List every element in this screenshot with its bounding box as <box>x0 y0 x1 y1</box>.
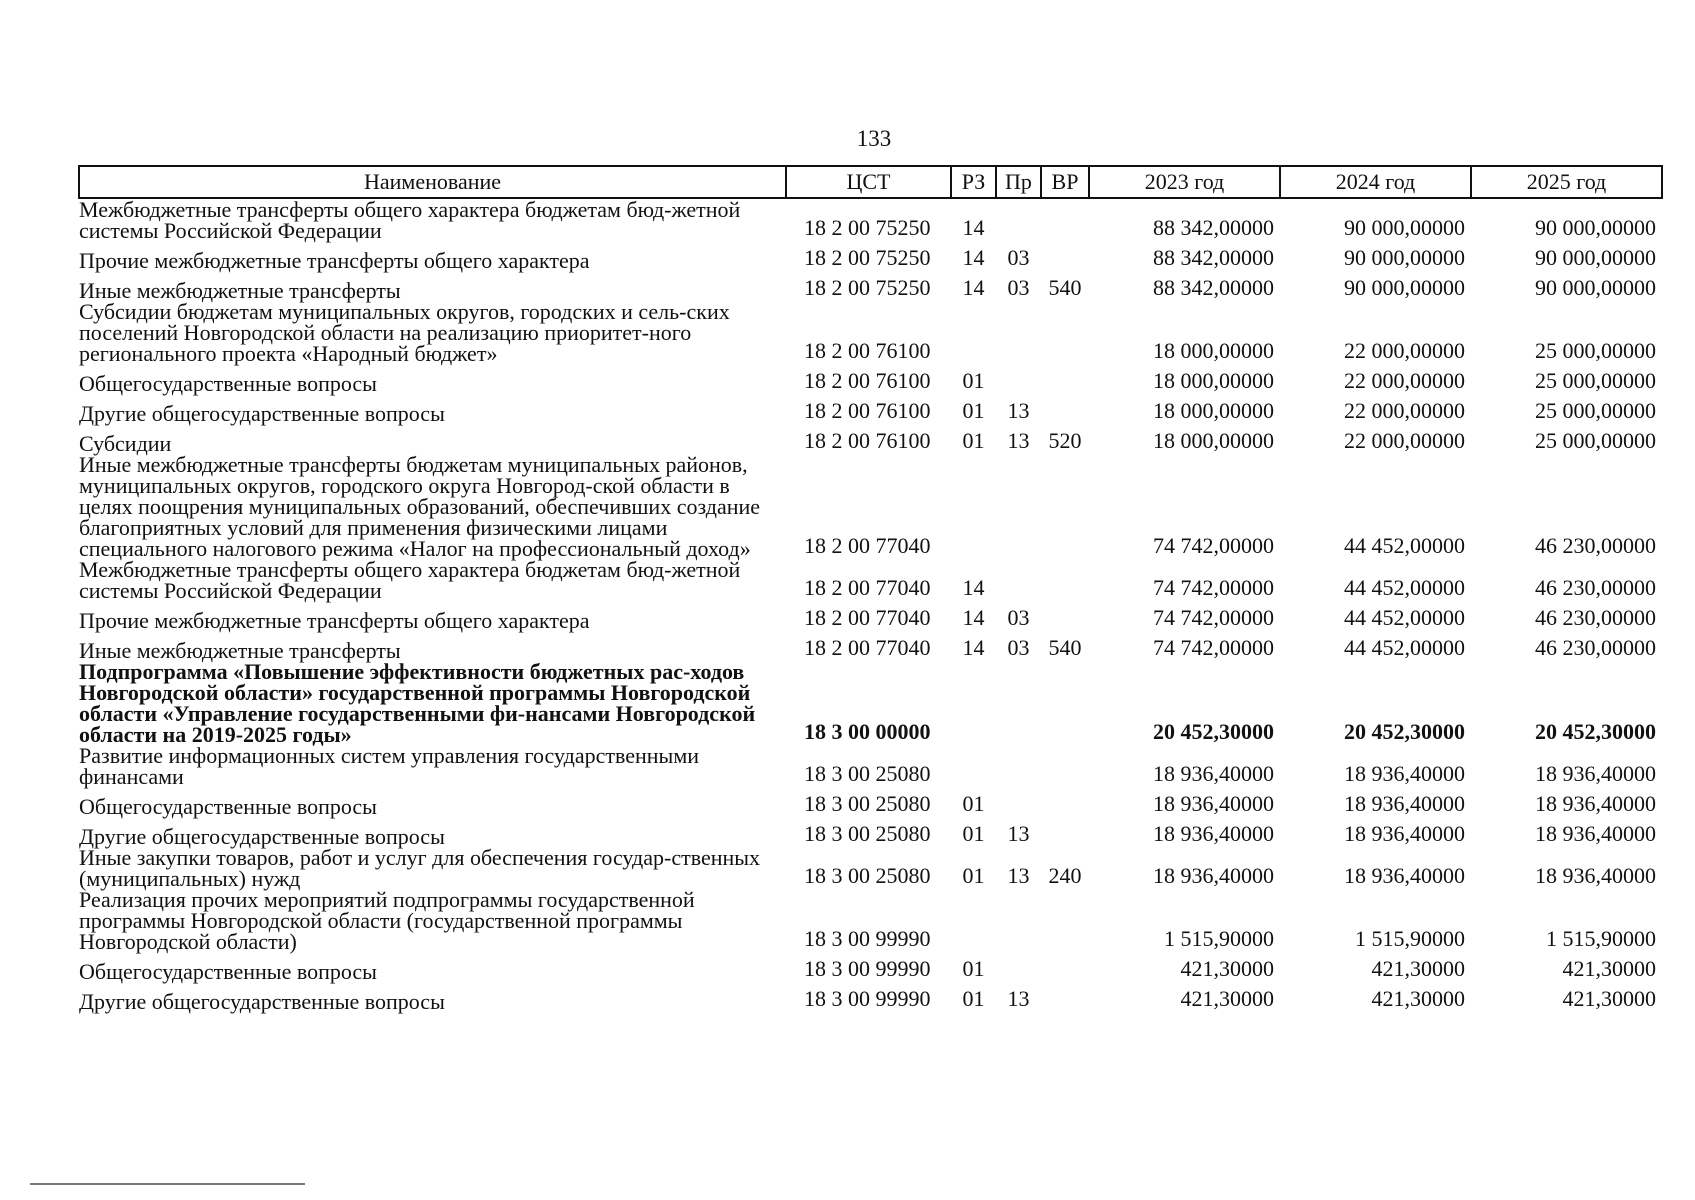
row-value-2024: 1 515,90000 <box>1355 926 1465 951</box>
row-value-2025: 421,30000 <box>1562 986 1656 1011</box>
row-vr <box>1041 301 1089 364</box>
row-rz: 14 <box>962 215 985 240</box>
row-rz: 01 <box>962 986 985 1011</box>
table-row <box>79 661 1662 745</box>
table-row <box>79 817 1662 847</box>
row-value-2025: 25 000,00000 <box>1535 428 1656 453</box>
row-rz: 01 <box>962 368 985 393</box>
budget-table <box>78 165 1663 1012</box>
row-value-2024: 44 452,00000 <box>1344 575 1465 600</box>
row-value-2025: 25 000,00000 <box>1535 338 1656 363</box>
row-value-2023: 18 936,40000 <box>1153 863 1274 888</box>
row-value-2024: 22 000,00000 <box>1344 338 1465 363</box>
table-header <box>79 166 1662 198</box>
row-vr <box>1041 745 1089 787</box>
header-vr: ВР <box>1041 166 1089 198</box>
row-cst: 18 2 00 77040 <box>804 533 931 558</box>
table-row <box>79 424 1662 454</box>
row-vr <box>1041 787 1089 817</box>
row-value-2023: 74 742,00000 <box>1153 575 1274 600</box>
row-pr: 13 <box>1007 398 1030 423</box>
row-value-2023: 18 000,00000 <box>1153 368 1274 393</box>
row-value-2023: 18 936,40000 <box>1153 821 1274 846</box>
row-value-2025: 90 000,00000 <box>1535 215 1656 240</box>
page-number: 133 <box>856 126 892 151</box>
row-value-2023: 18 000,00000 <box>1153 338 1274 363</box>
row-vr <box>1041 952 1089 982</box>
row-value-2023: 18 936,40000 <box>1153 791 1274 816</box>
row-name: Иные межбюджетные трансферты <box>79 638 401 663</box>
table-body <box>79 198 1662 1012</box>
row-value-2024: 421,30000 <box>1371 956 1465 981</box>
row-value-2023: 88 342,00000 <box>1153 215 1274 240</box>
row-rz <box>951 301 996 364</box>
row-cst: 18 3 00 99990 <box>804 956 931 981</box>
header-rz: РЗ <box>951 166 996 198</box>
row-cst: 18 2 00 77040 <box>804 575 931 600</box>
row-pr: 03 <box>1007 635 1030 660</box>
row-vr <box>1041 394 1089 424</box>
row-name: Развитие информационных систем управления государственными финансами <box>79 743 700 789</box>
row-cst: 18 2 00 76100 <box>804 368 931 393</box>
row-rz: 01 <box>962 428 985 453</box>
header-pr: Пр <box>996 166 1041 198</box>
row-value-2023: 421,30000 <box>1180 986 1274 1011</box>
row-pr: 13 <box>1007 986 1030 1011</box>
row-vr <box>1041 198 1089 241</box>
row-rz: 14 <box>962 635 985 660</box>
header-2024: 2024 год <box>1280 166 1471 198</box>
row-value-2023: 18 000,00000 <box>1153 398 1274 423</box>
row-value-2025: 25 000,00000 <box>1535 368 1656 393</box>
row-rz: 14 <box>962 275 985 300</box>
row-rz: 01 <box>962 956 985 981</box>
row-cst: 18 2 00 77040 <box>804 635 931 660</box>
row-rz: 01 <box>962 821 985 846</box>
row-value-2023: 18 000,00000 <box>1153 428 1274 453</box>
row-pr <box>996 301 1041 364</box>
row-pr <box>996 889 1041 952</box>
table-row <box>79 889 1662 952</box>
row-value-2023: 74 742,00000 <box>1153 533 1274 558</box>
row-vr <box>1041 241 1089 271</box>
table-row <box>79 394 1662 424</box>
header-2023: 2023 год <box>1089 166 1280 198</box>
row-vr <box>1041 454 1089 559</box>
row-vr: 520 <box>1048 428 1082 453</box>
row-pr: 03 <box>1007 605 1030 630</box>
row-name: Прочие межбюджетные трансферты общего характера <box>79 608 590 633</box>
table-row <box>79 601 1662 631</box>
row-pr <box>996 454 1041 559</box>
row-value-2025: 90 000,00000 <box>1535 245 1656 270</box>
header-cst: ЦСТ <box>786 166 951 198</box>
table-row <box>79 301 1662 364</box>
row-name: Прочие межбюджетные трансферты общего характера <box>79 248 590 273</box>
row-cst: 18 2 00 77040 <box>804 605 931 630</box>
row-pr: 13 <box>1007 821 1030 846</box>
row-rz <box>951 889 996 952</box>
table-row <box>79 241 1662 271</box>
row-cst: 18 3 00 99990 <box>804 926 931 951</box>
table-row <box>79 952 1662 982</box>
row-pr <box>996 364 1041 394</box>
row-value-2025: 18 936,40000 <box>1535 791 1656 816</box>
table-row <box>79 198 1662 241</box>
row-vr <box>1041 661 1089 745</box>
row-value-2025: 46 230,00000 <box>1535 605 1656 630</box>
row-value-2023: 421,30000 <box>1180 956 1274 981</box>
row-value-2024: 22 000,00000 <box>1344 398 1465 423</box>
row-rz: 14 <box>962 575 985 600</box>
row-name: Другие общегосударственные вопросы <box>79 401 445 426</box>
row-pr <box>996 559 1041 601</box>
row-value-2024: 20 452,30000 <box>1344 719 1465 744</box>
row-value-2025: 1 515,90000 <box>1546 926 1656 951</box>
table-row <box>79 745 1662 787</box>
row-cst: 18 2 00 75250 <box>804 245 931 270</box>
row-name: Субсидии <box>79 431 172 456</box>
row-value-2025: 20 452,30000 <box>1535 719 1656 744</box>
row-value-2024: 44 452,00000 <box>1344 533 1465 558</box>
row-vr <box>1041 601 1089 631</box>
row-cst: 18 3 00 25080 <box>804 791 931 816</box>
row-value-2025: 25 000,00000 <box>1535 398 1656 423</box>
row-pr <box>996 661 1041 745</box>
row-value-2024: 22 000,00000 <box>1344 428 1465 453</box>
row-cst: 18 3 00 00000 <box>804 719 931 744</box>
row-cst: 18 3 00 99990 <box>804 986 931 1011</box>
row-value-2023: 74 742,00000 <box>1153 605 1274 630</box>
row-value-2025: 90 000,00000 <box>1535 275 1656 300</box>
row-value-2023: 88 342,00000 <box>1153 275 1274 300</box>
row-cst: 18 2 00 75250 <box>804 215 931 240</box>
row-value-2024: 18 936,40000 <box>1344 761 1465 786</box>
row-pr: 13 <box>1007 428 1030 453</box>
row-name: Другие общегосударственные вопросы <box>79 989 445 1014</box>
row-rz <box>951 454 996 559</box>
row-value-2023: 20 452,30000 <box>1153 719 1274 744</box>
row-value-2023: 1 515,90000 <box>1164 926 1274 951</box>
row-rz <box>951 661 996 745</box>
row-value-2025: 46 230,00000 <box>1535 635 1656 660</box>
row-rz: 14 <box>962 245 985 270</box>
row-value-2025: 18 936,40000 <box>1535 863 1656 888</box>
table-row <box>79 454 1662 559</box>
row-name: Реализация прочих мероприятий подпрограммы государственной программы Новгородской области (государственной программы Новгородской области) <box>79 887 695 954</box>
row-vr: 240 <box>1048 863 1082 888</box>
row-value-2024: 44 452,00000 <box>1344 605 1465 630</box>
row-value-2024: 90 000,00000 <box>1344 215 1465 240</box>
footnote-divider <box>30 1183 305 1185</box>
row-vr: 540 <box>1048 275 1082 300</box>
row-value-2024: 22 000,00000 <box>1344 368 1465 393</box>
header-name: Наименование <box>79 166 786 198</box>
row-name: Подпрограмма «Повышение эффективности бюджетных рас-ходов Новгородской области» государственной программы Новгородской области «Управление государственными фи-нансами Новгородской области на 2019-2025 годы» <box>79 659 756 747</box>
row-vr <box>1041 817 1089 847</box>
header-2025: 2025 год <box>1471 166 1662 198</box>
row-name: Общегосударственные вопросы <box>79 371 377 396</box>
row-name: Субсидии бюджетам муниципальных округов, городских и сель-ских поселений Новгородской области на реализацию приоритет-ного регионального проекта «Народный бюджет» <box>79 299 730 366</box>
row-vr <box>1041 889 1089 952</box>
row-value-2024: 421,30000 <box>1371 986 1465 1011</box>
row-cst: 18 3 00 25080 <box>804 863 931 888</box>
table-row <box>79 559 1662 601</box>
table-row <box>79 787 1662 817</box>
row-vr <box>1041 364 1089 394</box>
row-cst: 18 2 00 76100 <box>804 428 931 453</box>
row-cst: 18 2 00 76100 <box>804 338 931 363</box>
row-value-2025: 421,30000 <box>1562 956 1656 981</box>
row-value-2023: 88 342,00000 <box>1153 245 1274 270</box>
row-pr <box>996 745 1041 787</box>
row-value-2023: 18 936,40000 <box>1153 761 1274 786</box>
row-value-2024: 18 936,40000 <box>1344 791 1465 816</box>
row-rz: 01 <box>962 398 985 423</box>
row-vr: 540 <box>1048 635 1082 660</box>
row-rz: 01 <box>962 791 985 816</box>
row-name: Межбюджетные трансферты общего характера бюджетам бюд-жетной системы Российской Федерации <box>79 557 741 603</box>
row-pr: 13 <box>1007 863 1030 888</box>
row-cst: 18 3 00 25080 <box>804 761 931 786</box>
row-value-2024: 90 000,00000 <box>1344 245 1465 270</box>
row-value-2025: 46 230,00000 <box>1535 533 1656 558</box>
row-pr <box>996 198 1041 241</box>
row-pr <box>996 787 1041 817</box>
row-cst: 18 3 00 25080 <box>804 821 931 846</box>
row-value-2025: 18 936,40000 <box>1535 761 1656 786</box>
row-vr <box>1041 982 1089 1012</box>
row-rz <box>951 745 996 787</box>
row-name: Иные межбюджетные трансферты бюджетам муниципальных районов, муниципальных округов, городского округа Новгород-ской области в целях поощрения муниципальных образований, обеспечивших создание благоприятных условий для применения физическими лицами специального налогового режима «Налог на профессиональный доход» <box>79 452 761 561</box>
row-cst: 18 2 00 76100 <box>804 398 931 423</box>
table-row <box>79 631 1662 661</box>
row-value-2025: 46 230,00000 <box>1535 575 1656 600</box>
row-value-2024: 90 000,00000 <box>1344 275 1465 300</box>
row-value-2024: 18 936,40000 <box>1344 821 1465 846</box>
row-name: Иные межбюджетные трансферты <box>79 278 401 303</box>
table-row <box>79 271 1662 301</box>
row-value-2024: 44 452,00000 <box>1344 635 1465 660</box>
row-value-2024: 18 936,40000 <box>1344 863 1465 888</box>
row-vr <box>1041 559 1089 601</box>
header-row <box>79 166 1662 198</box>
row-rz: 14 <box>962 605 985 630</box>
row-name: Иные закупки товаров, работ и услуг для обеспечения государ-ственных (муниципальных) нужд <box>79 845 761 891</box>
table-row <box>79 982 1662 1012</box>
row-name: Общегосударственные вопросы <box>79 959 377 984</box>
row-pr: 03 <box>1007 275 1030 300</box>
row-value-2025: 18 936,40000 <box>1535 821 1656 846</box>
table-row <box>79 847 1662 889</box>
row-rz: 01 <box>962 863 985 888</box>
row-pr <box>996 952 1041 982</box>
row-cst: 18 2 00 75250 <box>804 275 931 300</box>
row-name: Общегосударственные вопросы <box>79 794 377 819</box>
row-value-2023: 74 742,00000 <box>1153 635 1274 660</box>
row-pr: 03 <box>1007 245 1030 270</box>
table-row <box>79 364 1662 394</box>
row-name: Другие общегосударственные вопросы <box>79 824 445 849</box>
row-name: Межбюджетные трансферты общего характера бюджетам бюд-жетной системы Российской Федерации <box>79 197 741 243</box>
